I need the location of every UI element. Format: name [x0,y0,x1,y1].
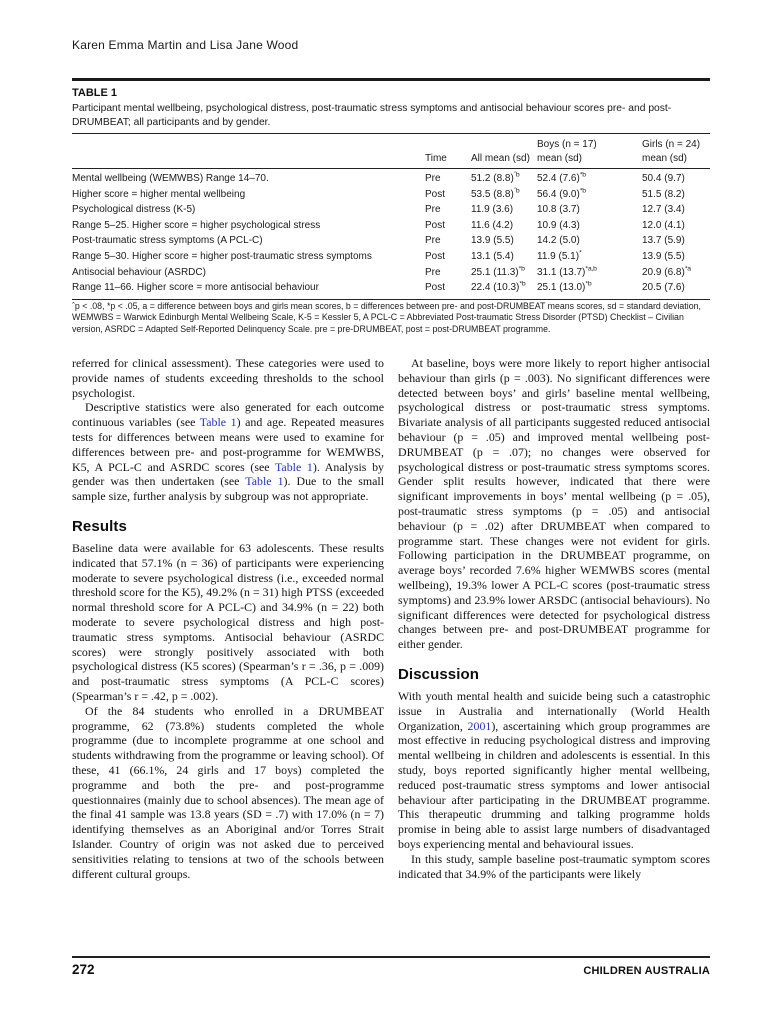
row-label-cell: Post-traumatic stress symptoms (A PCL-C) [72,235,263,247]
girls-mean-cell: 20.9 $(6.8)^{*a}$ [642,265,691,278]
girls-mean-cell: 12.7 (3.4) [642,204,685,216]
table-top-divider [72,78,710,81]
row-label-cell: Antisocial behaviour (ASRDC) [72,266,206,278]
stats-table-header [72,133,710,169]
body-columns [72,356,710,881]
paragraph-ptss-baseline: In this study, sample baseline post-traumatic symptom scores indicated that 34.9% of the participants were likely [398,851,710,881]
header-girls-group: Girls (n = 24) [642,139,701,150]
boys-mean-cell: 14.2 (5.0) [537,235,580,247]
all-mean-cell: 51.2 $(8.8)^{ˆb}$ [471,171,520,184]
table-row [72,249,710,265]
row-label-cell: Higher score = higher mental wellbeing [72,188,246,200]
header-row-measures [72,152,710,166]
boys-mean-cell: 10.9 (4.3) [537,219,580,231]
all-mean-cell: 22.4 $(10.3)^{*b}$ [471,280,526,294]
significance-marker: *b [519,280,526,288]
all-mean-cell: 53.5 $(8.8)^{ˆb}$ [471,187,520,200]
table-row [72,233,710,249]
significance-marker: * [579,249,582,257]
significance-marker: ˆb [513,187,520,195]
significance-marker: ˆb [513,171,520,179]
time-cell: Post [425,282,446,294]
table-row [72,265,710,281]
time-cell: Pre [425,266,441,278]
girls-mean-cell: 13.7 (5.9) [642,235,685,247]
ref-link[interactable]: Table 1 [199,415,237,430]
paragraph-discussion-intro: With youth mental health and suicide being such a catastrophic issue in Australia and internationally (World Health Organization, 2001), ascertaining which group programmes are most effective in reducing psychological distress and improving mental wellbeing in children and adolescents is essential. In this study, boys reported significantly higher mental wellbeing, reduced post-traumatic stress symptoms and lower antisocial behaviour after participating in the DRUMBEAT programme. This therapeutic drumming and talking programme holds promise in being able to assist large numbers of disadvantaged boys experiencing mental and behavioural issues. [398,688,710,851]
stats-table [72,133,710,300]
girls-mean-cell: 51.5 (8.2) [642,188,685,200]
all-mean-cell: 13.1 (5.4) [471,250,514,262]
table-caption: Participant mental wellbeing, psychological distress, post-traumatic stress symptoms and antisocial behaviour scores pre- and post-DRUMBEAT; all participants and by gender. [72,103,672,128]
boys-mean-cell: 10.8 (3.7) [537,204,580,216]
table-row [72,187,710,203]
table-row [72,280,710,296]
discussion-heading: Discussion [398,665,480,683]
paragraph-clinical-assessment: referred for clinical assessment). These categories were used to provide names of students exceeding thresholds to the school psychologist. [72,356,384,400]
all-mean-cell: 25.1 $(11.3)^{*b}$ [471,265,525,278]
significance-marker: *a,b [585,265,597,273]
table-footnote: ˆp < .08, *p < .05, a = difference between boys and girls mean scores, b = differences between pre- and post-DRUMBEAT means scores, sd = standard deviation, WEMWBS = Warwick Edinburgh Mental Wellbeing Scale, K-5 = Kessler 5, A PCL-C = Abbreviated Post-traumatic Stress Disorder (PTSD) Checklist – Civilian version, ASRDC = Adapted Self-Reported Delinquency Scale. pre = pre-DRUMBEAT, post = post-DRUMBEAT programme. [72,301,701,334]
significance-marker: *b [579,171,586,179]
row-label-cell: Range 11–66. Higher score = more antisocial behaviour [72,282,319,294]
paragraph-baseline-data: Baseline data were available for 63 adolescents. These results indicated that 57.1% (n = 36) of participants were experiencing moderate to severe psychological distress (i.e., exceeded normal threshold score for the K5), 49.2% (n = 31) high PTSS (exceeded normal threshold score for A PCL-C) and 34.9% (n = 22) both moderate to severe psychological distress and high post-traumatic stress symptoms. Antisocial behaviour (ASRDC scores) were strongly positively associated with both psychological distress (K5 scores) (Spearman’s r = .36, p = .009) and post-traumatic stress symptoms (A PCL-C scores) (Spearman’s r = .42, p = .002). [72,540,384,703]
time-cell: Pre [425,173,441,184]
page-number: 272 [72,962,95,977]
journal-name: CHILDREN AUSTRALIA [583,965,710,977]
all-mean-cell: 13.9 (5.5) [471,235,514,247]
header-boys-mean-sd: mean (sd) [537,152,583,164]
all-mean-cell: 11.6 (4.2) [471,219,514,231]
time-cell: Post [425,219,446,231]
significance-marker: *b [518,265,525,273]
girls-mean-cell: 50.4 (9.7) [642,173,685,184]
significance-marker: *b [579,187,586,195]
ref-link[interactable]: Table 1 [245,474,284,489]
boys-mean-cell: 25.1 $(13.0)^{*b}$ [537,280,592,294]
results-heading: Results [72,517,127,535]
paragraph-descriptive-statistics: Descriptive statistics were also generated for each outcome continuous variables (see Table 1) and age. Repeated measures tests for differences between means were used to examine for differences between pre- and post-programme for WEMWBS, K5, A PCL-C and ASRDC scores (see Table 1). Analysis by gender was then undertaken (see Table 1). Due to the small sample size, further analysis by subgroup was not appropriate. [72,400,385,504]
header-boys-group: Boys (n = 17) [537,139,597,150]
paragraph-enrolment: Of the 84 students who enrolled in a DRUMBEAT programme, 62 (73.8%) students completed the whole programme (due to incomplete programme at one school and students withdrawing from the programme or leaving school). Of these, 41 (66.1%, 24 girls and 17 boys) completed the programme and both the pre- and post-programme questionnaires (mainly due to school absences). The mean age of the final 41 sample was 13.8 years (SD = .7) with 17.0% (n = 7) identifying themselves as an Aboriginal and/or Torres Strait Islander. Country of origin was not asked due to perceived sensitivities relating to tensions at two of the schools between different cultural groups. [72,703,384,881]
boys-mean-cell: 31.1 $(13.7)^{*a,b}$ [537,265,597,278]
running-head-authors: Karen Emma Martin and Lisa Jane Wood [72,38,299,52]
stats-table-body [72,169,710,300]
girls-mean-cell: 13.9 (5.5) [642,250,685,262]
paragraph-gender-results: At baseline, boys were more likely to report higher antisocial behaviour than girls (p = .003). No significant differences were detected between boys’ and girls’ baseline mental wellbeing, psychological distress or post-traumatic stress symptoms. Bivariate analysis of all participants suggested reduced antisocial behaviour (p = .05) and improved mental wellbeing post-DRUMBEAT (p = .07); no changes were observed for psychological distress or post-traumatic stress symptoms scores. Gender split results however, indicated that there were significant improvements in boys’ mental wellbeing (p = .05), post-traumatic stress symptoms (p = .05) and antisocial behaviour (p = .02) after DRUMBEAT when compared to programme start. These changes were not evident for girls. Following participation in the DRUMBEAT programme, on average boys’ recorded 7.6% higher WEMWBS scores (mental wellbeing), 19.3% lower A PCL-C scores (post-traumatic stress symptoms) and 23.9% lower ARSDC (antisocial behaviours). No significant differences were detected for psychological distress changes between pre- and post-DRUMBEAT programme for either gender. [398,356,710,652]
footer-divider [72,956,710,958]
header-spacer [471,138,537,152]
header-spacer [425,138,471,152]
time-cell: Pre [425,204,441,216]
header-row-groups [72,138,710,152]
boys-mean-cell: 52.4 $(7.6)^{*b}$ [537,171,586,184]
time-cell: Post [425,250,446,262]
significance-marker: *b [585,280,592,288]
row-label-cell: Range 5–30. Higher score = higher post-traumatic stress symptoms [72,250,372,262]
table-row [72,218,710,234]
header-spacer [72,152,425,166]
boys-mean-cell: 11.9 (5.1)* [537,249,582,262]
row-label-cell: Mental wellbeing (WEMWBS) Range 14–70. [72,173,269,184]
left-column [72,356,384,881]
girls-mean-cell: 20.5 (7.6) [642,282,685,294]
row-label-cell: Psychological distress (K-5) [72,204,196,216]
time-cell: Post [425,188,446,200]
table-label: TABLE 1 [72,87,118,99]
all-mean-cell: 11.9 (3.6) [471,204,514,216]
header-spacer [72,138,425,152]
table-row [72,202,710,218]
significance-marker: *a [684,265,691,273]
header-girls-mean-sd: mean (sd) [642,152,688,164]
boys-mean-cell: 56.4 $(9.0)^{*b}$ [537,187,586,200]
header-all-mean: All mean (sd) [471,152,530,164]
ref-link[interactable]: Table 1 [275,459,313,474]
right-column [398,356,710,881]
time-cell: Pre [425,235,441,247]
ref-link[interactable]: 2001 [467,718,492,733]
header-time: Time [425,152,447,164]
girls-mean-cell: 12.0 (4.1) [642,219,685,231]
row-label-cell: Range 5–25. Higher score = higher psychological stress [72,219,321,231]
table-row [72,171,710,187]
